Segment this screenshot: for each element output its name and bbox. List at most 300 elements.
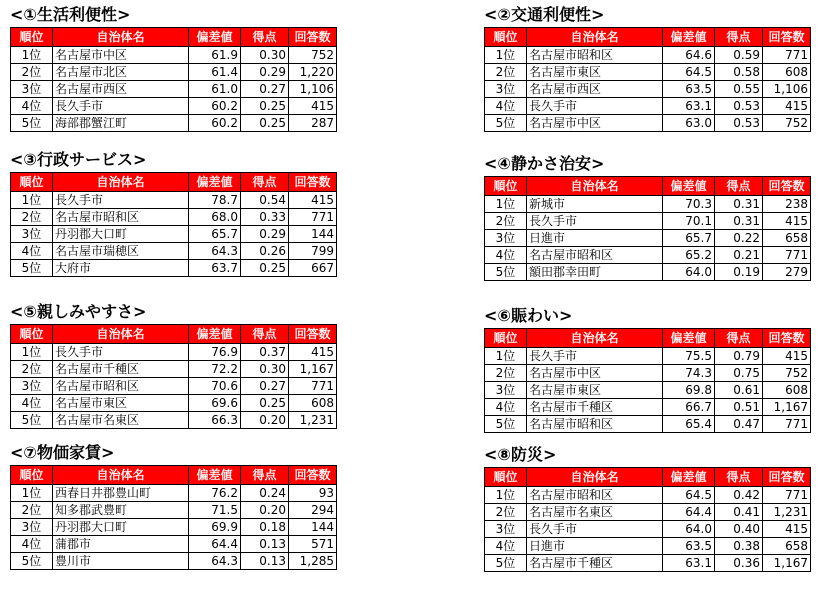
points-cell: 0.38: [715, 538, 763, 555]
municipality-cell: 長久手市: [53, 98, 189, 115]
responses-cell: 1,106: [289, 81, 337, 98]
responses-cell: 608: [763, 382, 811, 399]
points-cell: 0.53: [715, 115, 763, 132]
section-title: <③行政サービス>: [10, 150, 147, 169]
municipality-cell: 大府市: [53, 260, 189, 277]
municipality-cell: 知多郡武豊町: [53, 502, 189, 519]
municipality-cell: 名古屋市昭和区: [53, 209, 189, 226]
points-cell: 0.55: [715, 81, 763, 98]
deviation-cell: 64.3: [189, 243, 241, 260]
municipality-cell: 日進市: [527, 230, 663, 247]
ranking-section: [484, 445, 810, 572]
rank-cell: 3位: [485, 521, 527, 538]
header-responses: 回答数: [763, 28, 811, 47]
responses-cell: 771: [763, 487, 811, 504]
rank-cell: 5位: [11, 553, 53, 570]
responses-cell: 752: [763, 365, 811, 382]
table-row: [485, 196, 811, 213]
deviation-cell: 65.7: [663, 230, 715, 247]
table-row: [485, 348, 811, 365]
municipality-cell: 名古屋市東区: [53, 395, 189, 412]
points-cell: 0.24: [241, 485, 289, 502]
rank-cell: 4位: [485, 247, 527, 264]
section-title: <⑤親しみやすさ>: [10, 302, 147, 321]
header-municipality: 自治体名: [527, 468, 663, 487]
municipality-cell: 名古屋市昭和区: [527, 247, 663, 264]
rank-cell: 1位: [485, 196, 527, 213]
responses-cell: 415: [763, 213, 811, 230]
table-row: [485, 504, 811, 521]
responses-cell: 608: [289, 395, 337, 412]
responses-cell: 771: [289, 209, 337, 226]
table-row: [485, 264, 811, 281]
municipality-cell: 額田郡幸田町: [527, 264, 663, 281]
header-rank: 順位: [485, 329, 527, 348]
deviation-cell: 61.0: [189, 81, 241, 98]
header-responses: 回答数: [289, 28, 337, 47]
municipality-cell: 名古屋市千種区: [53, 361, 189, 378]
header-responses: 回答数: [763, 329, 811, 348]
deviation-cell: 68.0: [189, 209, 241, 226]
responses-cell: 771: [763, 47, 811, 64]
deviation-cell: 61.9: [189, 47, 241, 64]
header-municipality: 自治体名: [53, 466, 189, 485]
header-rank: 順位: [11, 325, 53, 344]
rank-cell: 4位: [11, 98, 53, 115]
rank-cell: 2位: [11, 64, 53, 81]
table-header-row: [11, 325, 337, 344]
points-cell: 0.51: [715, 399, 763, 416]
municipality-cell: 長久手市: [527, 521, 663, 538]
table-row: [485, 64, 811, 81]
points-cell: 0.18: [241, 519, 289, 536]
municipality-cell: 長久手市: [527, 98, 663, 115]
deviation-cell: 64.0: [663, 521, 715, 538]
rank-cell: 1位: [11, 485, 53, 502]
municipality-cell: 名古屋市昭和区: [527, 416, 663, 433]
rank-cell: 3位: [11, 81, 53, 98]
municipality-cell: 名古屋市名東区: [53, 412, 189, 429]
responses-cell: 771: [763, 247, 811, 264]
responses-cell: 144: [289, 519, 337, 536]
deviation-cell: 70.1: [663, 213, 715, 230]
points-cell: 0.31: [715, 196, 763, 213]
points-cell: 0.27: [241, 378, 289, 395]
header-deviation: 偏差値: [663, 329, 715, 348]
table-row: [11, 98, 337, 115]
rank-cell: 2位: [485, 64, 527, 81]
table-row: [485, 230, 811, 247]
municipality-cell: 豊川市: [53, 553, 189, 570]
deviation-cell: 63.0: [663, 115, 715, 132]
table-row: [11, 260, 337, 277]
points-cell: 0.27: [241, 81, 289, 98]
ranking-table: [10, 172, 337, 277]
municipality-cell: 西春日井郡豊山町: [53, 485, 189, 502]
deviation-cell: 71.5: [189, 502, 241, 519]
responses-cell: 1,220: [289, 64, 337, 81]
municipality-cell: 長久手市: [53, 192, 189, 209]
deviation-cell: 69.9: [189, 519, 241, 536]
table-row: [485, 555, 811, 572]
municipality-cell: 名古屋市千種区: [527, 555, 663, 572]
rank-cell: 3位: [485, 382, 527, 399]
points-cell: 0.41: [715, 504, 763, 521]
rank-cell: 1位: [485, 487, 527, 504]
points-cell: 0.25: [241, 260, 289, 277]
responses-cell: 1,167: [289, 361, 337, 378]
deviation-cell: 65.2: [663, 247, 715, 264]
rank-cell: 4位: [11, 395, 53, 412]
deviation-cell: 66.3: [189, 412, 241, 429]
municipality-cell: 名古屋市東区: [527, 64, 663, 81]
table-header-row: [11, 28, 337, 47]
municipality-cell: 新城市: [527, 196, 663, 213]
responses-cell: 294: [289, 502, 337, 519]
table-row: [11, 485, 337, 502]
table-row: [11, 553, 337, 570]
points-cell: 0.13: [241, 553, 289, 570]
responses-cell: 608: [763, 64, 811, 81]
municipality-cell: 蒲郡市: [53, 536, 189, 553]
municipality-cell: 名古屋市名東区: [527, 504, 663, 521]
section-title: <④静かさ治安>: [484, 154, 605, 173]
municipality-cell: 名古屋市西区: [527, 81, 663, 98]
header-points: 得点: [715, 28, 763, 47]
deviation-cell: 70.3: [663, 196, 715, 213]
points-cell: 0.54: [241, 192, 289, 209]
deviation-cell: 65.4: [663, 416, 715, 433]
responses-cell: 287: [289, 115, 337, 132]
header-deviation: 偏差値: [663, 28, 715, 47]
deviation-cell: 60.2: [189, 115, 241, 132]
table-row: [11, 502, 337, 519]
rank-cell: 5位: [11, 260, 53, 277]
header-municipality: 自治体名: [53, 28, 189, 47]
deviation-cell: 64.3: [189, 553, 241, 570]
municipality-cell: 名古屋市中区: [53, 47, 189, 64]
deviation-cell: 64.4: [663, 504, 715, 521]
header-responses: 回答数: [763, 177, 811, 196]
table-row: [485, 81, 811, 98]
responses-cell: 1,231: [289, 412, 337, 429]
table-row: [11, 226, 337, 243]
points-cell: 0.58: [715, 64, 763, 81]
table-row: [11, 344, 337, 361]
points-cell: 0.40: [715, 521, 763, 538]
rank-cell: 3位: [11, 226, 53, 243]
header-rank: 順位: [11, 28, 53, 47]
points-cell: 0.53: [715, 98, 763, 115]
rank-cell: 5位: [485, 264, 527, 281]
points-cell: 0.47: [715, 416, 763, 433]
municipality-cell: 名古屋市北区: [53, 64, 189, 81]
municipality-cell: 長久手市: [527, 213, 663, 230]
points-cell: 0.31: [715, 213, 763, 230]
table-row: [485, 399, 811, 416]
ranking-table: [484, 467, 811, 572]
rank-cell: 1位: [485, 47, 527, 64]
header-points: 得点: [241, 325, 289, 344]
table-row: [11, 378, 337, 395]
deviation-cell: 60.2: [189, 98, 241, 115]
points-cell: 0.30: [241, 361, 289, 378]
responses-cell: 415: [289, 344, 337, 361]
table-row: [485, 98, 811, 115]
table-header-row: [485, 468, 811, 487]
responses-cell: 752: [763, 115, 811, 132]
points-cell: 0.13: [241, 536, 289, 553]
rank-cell: 4位: [485, 538, 527, 555]
table-header-row: [485, 28, 811, 47]
municipality-cell: 名古屋市昭和区: [527, 487, 663, 504]
table-row: [485, 538, 811, 555]
deviation-cell: 63.7: [189, 260, 241, 277]
ranking-section: [10, 5, 336, 132]
responses-cell: 238: [763, 196, 811, 213]
rank-cell: 2位: [11, 209, 53, 226]
municipality-cell: 長久手市: [53, 344, 189, 361]
header-deviation: 偏差値: [663, 177, 715, 196]
header-points: 得点: [241, 28, 289, 47]
municipality-cell: 名古屋市千種区: [527, 399, 663, 416]
header-responses: 回答数: [289, 466, 337, 485]
responses-cell: 799: [289, 243, 337, 260]
header-rank: 順位: [11, 173, 53, 192]
header-points: 得点: [715, 329, 763, 348]
responses-cell: 415: [763, 98, 811, 115]
header-points: 得点: [241, 466, 289, 485]
header-rank: 順位: [485, 28, 527, 47]
rank-cell: 3位: [485, 230, 527, 247]
responses-cell: 771: [289, 378, 337, 395]
rank-cell: 3位: [485, 81, 527, 98]
header-municipality: 自治体名: [527, 28, 663, 47]
responses-cell: 1,285: [289, 553, 337, 570]
deviation-cell: 76.2: [189, 485, 241, 502]
points-cell: 0.33: [241, 209, 289, 226]
responses-cell: 415: [289, 192, 337, 209]
header-deviation: 偏差値: [189, 173, 241, 192]
rank-cell: 2位: [485, 365, 527, 382]
table-row: [485, 115, 811, 132]
responses-cell: 571: [289, 536, 337, 553]
municipality-cell: 名古屋市昭和区: [527, 47, 663, 64]
table-row: [485, 521, 811, 538]
header-municipality: 自治体名: [527, 177, 663, 196]
rank-cell: 2位: [11, 502, 53, 519]
table-row: [11, 412, 337, 429]
ranking-table: [10, 465, 337, 570]
header-municipality: 自治体名: [53, 173, 189, 192]
municipality-cell: 丹羽郡大口町: [53, 226, 189, 243]
deviation-cell: 63.1: [663, 555, 715, 572]
responses-cell: 771: [763, 416, 811, 433]
table-row: [11, 519, 337, 536]
header-responses: 回答数: [763, 468, 811, 487]
header-municipality: 自治体名: [53, 325, 189, 344]
municipality-cell: 名古屋市西区: [53, 81, 189, 98]
points-cell: 0.20: [241, 502, 289, 519]
rank-cell: 4位: [11, 536, 53, 553]
responses-cell: 1,106: [763, 81, 811, 98]
rank-cell: 5位: [485, 555, 527, 572]
table-row: [485, 47, 811, 64]
deviation-cell: 64.5: [663, 487, 715, 504]
municipality-cell: 名古屋市中区: [527, 365, 663, 382]
points-cell: 0.25: [241, 115, 289, 132]
section-title: <①生活利便性>: [10, 5, 131, 24]
rank-cell: 5位: [11, 115, 53, 132]
points-cell: 0.29: [241, 226, 289, 243]
rank-cell: 3位: [11, 519, 53, 536]
header-points: 得点: [715, 468, 763, 487]
table-row: [485, 247, 811, 264]
header-rank: 順位: [11, 466, 53, 485]
municipality-cell: 名古屋市昭和区: [53, 378, 189, 395]
deviation-cell: 69.8: [663, 382, 715, 399]
responses-cell: 658: [763, 230, 811, 247]
deviation-cell: 66.7: [663, 399, 715, 416]
header-rank: 順位: [485, 468, 527, 487]
rank-cell: 2位: [485, 504, 527, 521]
responses-cell: 415: [289, 98, 337, 115]
points-cell: 0.25: [241, 395, 289, 412]
rank-cell: 2位: [485, 213, 527, 230]
points-cell: 0.30: [241, 47, 289, 64]
rank-cell: 1位: [11, 47, 53, 64]
deviation-cell: 72.2: [189, 361, 241, 378]
municipality-cell: 海部郡蟹江町: [53, 115, 189, 132]
rank-cell: 1位: [11, 344, 53, 361]
rank-cell: 4位: [485, 399, 527, 416]
points-cell: 0.36: [715, 555, 763, 572]
points-cell: 0.37: [241, 344, 289, 361]
table-row: [485, 213, 811, 230]
table-row: [11, 395, 337, 412]
points-cell: 0.26: [241, 243, 289, 260]
points-cell: 0.22: [715, 230, 763, 247]
points-cell: 0.25: [241, 98, 289, 115]
rank-cell: 5位: [485, 416, 527, 433]
deviation-cell: 61.4: [189, 64, 241, 81]
ranking-section: [484, 306, 810, 433]
rank-cell: 2位: [11, 361, 53, 378]
deviation-cell: 63.1: [663, 98, 715, 115]
deviation-cell: 78.7: [189, 192, 241, 209]
responses-cell: 279: [763, 264, 811, 281]
table-row: [11, 81, 337, 98]
table-row: [11, 243, 337, 260]
rank-cell: 4位: [485, 98, 527, 115]
table-row: [11, 115, 337, 132]
header-deviation: 偏差値: [663, 468, 715, 487]
deviation-cell: 65.7: [189, 226, 241, 243]
points-cell: 0.79: [715, 348, 763, 365]
points-cell: 0.19: [715, 264, 763, 281]
rank-cell: 4位: [11, 243, 53, 260]
ranking-section: [10, 150, 336, 277]
section-title: <⑥賑わい>: [484, 306, 573, 325]
table-row: [11, 47, 337, 64]
rank-cell: 1位: [485, 348, 527, 365]
section-title: <⑦物価家賃>: [10, 443, 115, 462]
municipality-cell: 名古屋市瑞穂区: [53, 243, 189, 260]
responses-cell: 658: [763, 538, 811, 555]
responses-cell: 1,231: [763, 504, 811, 521]
deviation-cell: 63.5: [663, 81, 715, 98]
header-municipality: 自治体名: [527, 329, 663, 348]
ranking-section: [484, 5, 810, 132]
ranking-section: [484, 154, 810, 281]
table-row: [11, 192, 337, 209]
ranking-table: [484, 27, 811, 132]
municipality-cell: 名古屋市中区: [527, 115, 663, 132]
rank-cell: 5位: [11, 412, 53, 429]
table-row: [485, 382, 811, 399]
table-header-row: [485, 177, 811, 196]
table-row: [11, 209, 337, 226]
responses-cell: 1,167: [763, 555, 811, 572]
table-row: [11, 536, 337, 553]
rank-cell: 3位: [11, 378, 53, 395]
table-row: [485, 487, 811, 504]
points-cell: 0.21: [715, 247, 763, 264]
deviation-cell: 75.5: [663, 348, 715, 365]
header-responses: 回答数: [289, 173, 337, 192]
table-row: [11, 361, 337, 378]
section-title: <⑧防災>: [484, 445, 557, 464]
deviation-cell: 64.6: [663, 47, 715, 64]
deviation-cell: 70.6: [189, 378, 241, 395]
table-header-row: [11, 466, 337, 485]
points-cell: 0.61: [715, 382, 763, 399]
municipality-cell: 丹羽郡大口町: [53, 519, 189, 536]
responses-cell: 752: [289, 47, 337, 64]
deviation-cell: 63.5: [663, 538, 715, 555]
header-rank: 順位: [485, 177, 527, 196]
points-cell: 0.42: [715, 487, 763, 504]
rank-cell: 5位: [485, 115, 527, 132]
points-cell: 0.59: [715, 47, 763, 64]
table-row: [11, 64, 337, 81]
table-header-row: [485, 329, 811, 348]
responses-cell: 1,167: [763, 399, 811, 416]
ranking-table: [10, 324, 337, 429]
section-title: <②交通利便性>: [484, 5, 605, 24]
deviation-cell: 76.9: [189, 344, 241, 361]
table-row: [485, 365, 811, 382]
ranking-section: [10, 302, 336, 429]
points-cell: 0.75: [715, 365, 763, 382]
deviation-cell: 74.3: [663, 365, 715, 382]
header-deviation: 偏差値: [189, 466, 241, 485]
responses-cell: 667: [289, 260, 337, 277]
table-row: [485, 416, 811, 433]
deviation-cell: 64.5: [663, 64, 715, 81]
header-points: 得点: [715, 177, 763, 196]
ranking-table: [10, 27, 337, 132]
header-deviation: 偏差値: [189, 28, 241, 47]
responses-cell: 93: [289, 485, 337, 502]
municipality-cell: 名古屋市東区: [527, 382, 663, 399]
ranking-section: [10, 443, 336, 570]
deviation-cell: 64.4: [189, 536, 241, 553]
municipality-cell: 日進市: [527, 538, 663, 555]
responses-cell: 415: [763, 521, 811, 538]
header-deviation: 偏差値: [189, 325, 241, 344]
points-cell: 0.20: [241, 412, 289, 429]
